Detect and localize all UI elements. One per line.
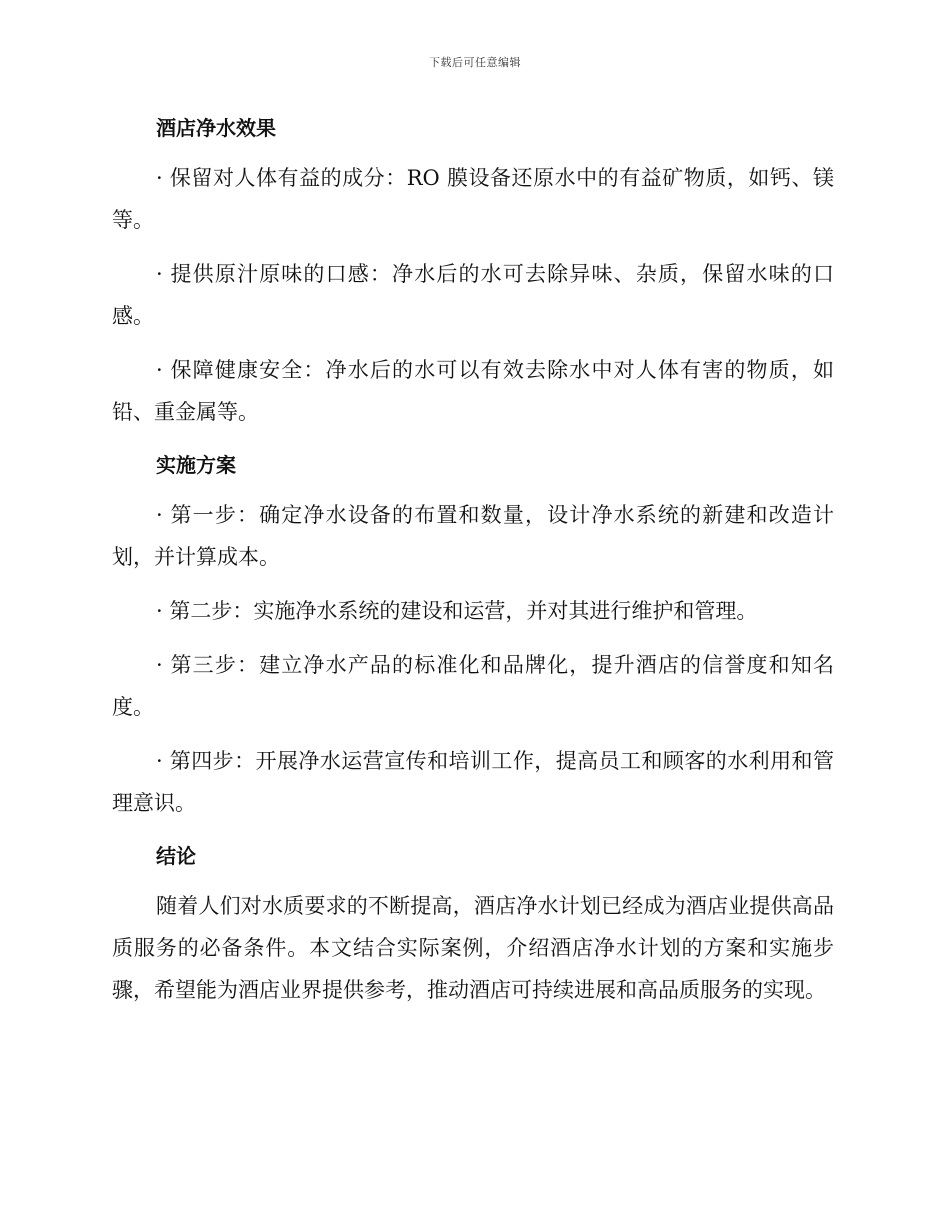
page-header: 下载后可任意编辑: [429, 56, 521, 69]
document-body: [112, 108, 834, 1011]
paragraph-plan-step-2: · 第二步：实施净水系统的建设和运营，并对其进行维护和管理。: [156, 599, 758, 623]
paragraph-conclusion: 随着人们对水质要求的不断提高，酒店净水计划已经成为酒店业提供高品质服务的必备条件。本文结合实际案例，介绍酒店净水计划的方案和实施步骤，希望能为酒店业界提供参考，推动酒店可持续进展和高品质服务的实现。: [112, 894, 834, 1002]
section-heading-plan: 实施方案: [156, 453, 236, 477]
paragraph-plan-step-3: · 第三步：建立净水产品的标准化和品牌化，提升酒店的信誉度和知名度。: [112, 653, 834, 719]
paragraph-plan-step-4: · 第四步：开展净水运营宣传和培训工作，提高员工和顾客的水利用和管理意识。: [112, 749, 834, 815]
section-heading-conclusion: 结论: [156, 844, 196, 868]
paragraph-plan-step-1: · 第一步：确定净水设备的布置和数量，设计净水系统的新建和改造计划，并计算成本。: [112, 503, 834, 569]
section-heading-effects: 酒店净水效果: [156, 116, 276, 140]
paragraph-effect-safety: · 保障健康安全：净水后的水可以有效去除水中对人体有害的物质，如铅、重金属等。: [112, 358, 834, 424]
paragraph-effect-taste: · 提供原汁原味的口感：净水后的水可去除异味、杂质，保留水味的口感。: [112, 262, 834, 328]
paragraph-effect-minerals: · 保留对人体有益的成分：RO 膜设备还原水中的有益矿物质，如钙、镁等。: [112, 166, 834, 232]
